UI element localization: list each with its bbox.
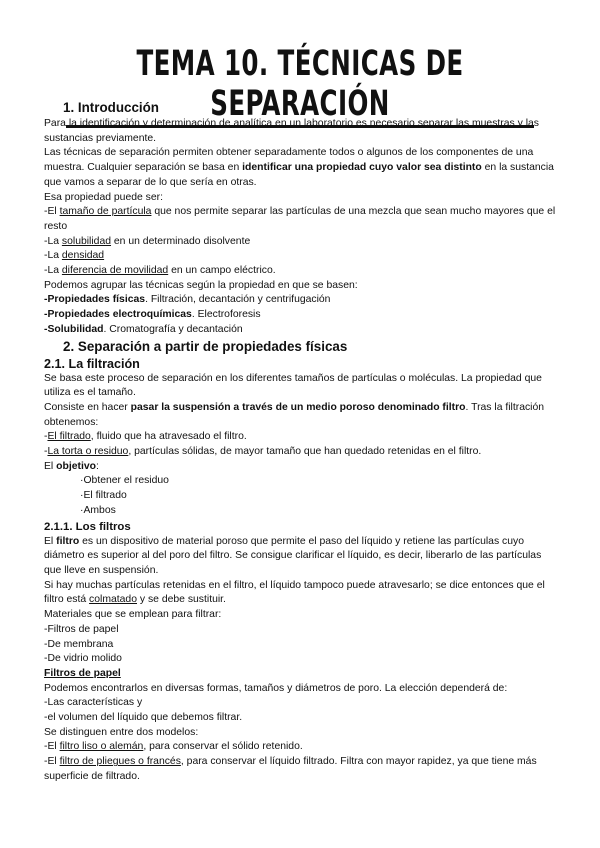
list-item: -Filtros de papel [44, 623, 119, 635]
paragraph: El objetivo: [44, 460, 99, 472]
paragraph: Las técnicas de separación permiten obtener separadamente todos o algunos de los componentes de una muestra. Cualquier separación se basa en identificar una propiedad cuyo valor sea distinto en la sustancia que vamos a separar de lo que sería en otras. [44, 147, 554, 188]
list-item: -La densidad [44, 250, 105, 262]
list-item: -Solubilidad. Cromatografía y decantación [44, 323, 243, 335]
list-item: -La solubilidad en un determinado disolvente [44, 235, 251, 247]
list-item: -Propiedades físicas. Filtración, decantación y centrifugación [44, 294, 331, 306]
paragraph: Esa propiedad puede ser: [44, 191, 164, 203]
section-heading-separacion: 2. Separación a partir de propiedades físicas [63, 338, 348, 354]
paragraph: Podemos agrupar las técnicas según la propiedad en que se basen: [44, 279, 358, 291]
paragraph: Podemos encontrarlos en diversas formas, tamaños y diámetros de poro. La elección dependerá de: [44, 682, 508, 694]
list-item: ·Obtener el residuo [80, 475, 169, 487]
paragraph: Si hay muchas partículas retenidas en el filtro, el líquido tampoco puede atravesarlo; se dice entonces que el filtro está colmatado y se debe sustituir. [44, 579, 545, 606]
page-title-text: TEMA 10. TÉCNICAS DE SEPARACIÓN [66, 44, 534, 128]
list-item: -Las características y [44, 697, 143, 709]
list-item: -Propiedades electroquímicas. Electroforesis [44, 309, 261, 321]
section-heading-introduccion: 1. Introducción [63, 100, 159, 115]
document-body [44, 99, 560, 785]
paragraph: El filtro es un dispositivo de material poroso que permite el paso del líquido y retiene las partículas cuyo diámetro es superior al del poro del filtro. Se consigue clarificar el líquido, es decir, liberarlo de las partículas que lleve en suspensión. [44, 535, 542, 576]
list-item: -El filtro liso o alemán, para conservar el sólido retenido. [44, 741, 303, 753]
list-item: ·Ambos [80, 504, 116, 516]
filtros-de-papel-heading: Filtros de papel [44, 667, 121, 679]
list-item: ·El filtrado [80, 490, 127, 502]
subsection-heading-filtros: 2.1.1. Los filtros [44, 520, 131, 533]
paragraph: Se basa este proceso de separación en los diferentes tamaños de partículas o moléculas. La propiedad que utiliza es el tamaño. [44, 372, 542, 399]
list-item: -El tamaño de partícula que nos permite separar las partículas de una mezcla que sean mucho mayores que el resto [44, 206, 556, 232]
paragraph: Se distinguen entre dos modelos: [44, 726, 199, 738]
list-item: -La diferencia de movilidad en un campo eléctrico. [44, 265, 276, 277]
paragraph: Para la identificación y determinación de analítica en un laboratorio es necesario separar las muestras y las sustancias previamente. [44, 118, 539, 144]
list-item: -De membrana [44, 638, 114, 650]
list-item: -La torta o residuo, partículas sólidas, de mayor tamaño que han quedado retenidas en el filtro. [44, 446, 482, 458]
list-item: -El filtrado, fluido que ha atravesado el filtro. [44, 431, 247, 443]
paragraph: Materiales que se emplean para filtrar: [44, 609, 222, 621]
list-item: -De vidrio molido [44, 653, 122, 665]
paragraph: Consiste en hacer pasar la suspensión a través de un medio poroso denominado filtro. Tras la filtración obtenemos: [44, 401, 545, 428]
list-item: -El filtro de pliegues o francés, para conservar el líquido filtrado. Filtra con mayor rapidez, ya que tiene más superficie de filtrado. [44, 756, 537, 782]
list-item: -el volumen del líquido que debemos filtrar. [44, 712, 243, 724]
subsection-heading-filtracion: 2.1. La filtración [44, 356, 140, 371]
